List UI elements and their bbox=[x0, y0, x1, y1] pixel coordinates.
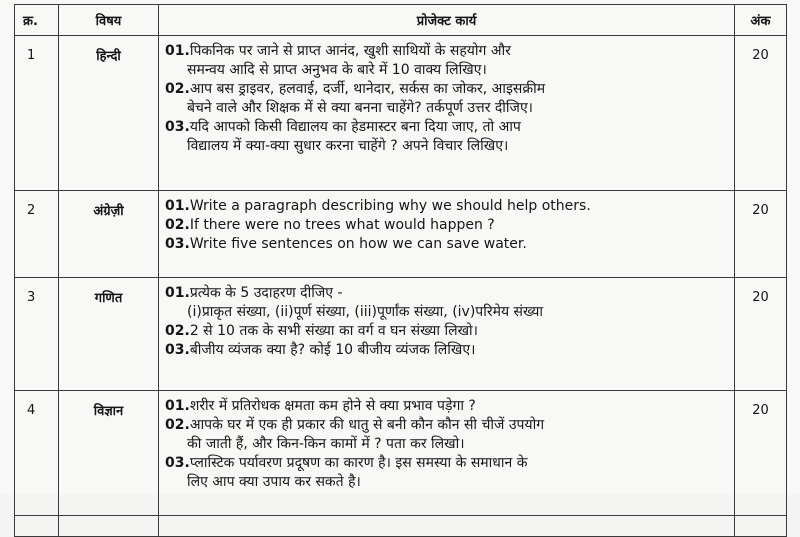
task-text: की जाती हैं, और किन-किन कामों में ? पता कर लिखो। bbox=[187, 436, 465, 452]
row-subject: हिन्दी bbox=[59, 36, 159, 191]
row-project-tasks bbox=[159, 191, 735, 278]
task-text: बेचने वाले और शिक्षक में से क्या बनना चाहेंगे? तर्कपूर्ण उत्तर दीजिए। bbox=[187, 100, 533, 116]
task-text: पिकनिक पर जाने से प्राप्त आनंद, खुशी साथियों के सहयोग और bbox=[189, 43, 511, 59]
task-number: 02. bbox=[165, 417, 190, 433]
task-number: 03. bbox=[165, 455, 190, 471]
project-work-table bbox=[14, 4, 787, 537]
task-text: यदि आपको किसी विद्यालय का हेडमास्टर बना दिया जाए, तो आप bbox=[189, 119, 521, 135]
task-item bbox=[165, 197, 730, 216]
task-text: शरीर में प्रतिरोधक क्षमता कम होने से क्या प्रभाव पड़ेगा ? bbox=[189, 398, 476, 414]
task-item bbox=[165, 284, 730, 322]
task-number: 01. bbox=[165, 43, 190, 59]
table-row bbox=[15, 278, 787, 391]
row-marks: 20 bbox=[735, 278, 787, 391]
task-number: 02. bbox=[165, 217, 190, 233]
task-number: 01. bbox=[165, 398, 190, 414]
task-text: Write five sentences on how we can save water. bbox=[189, 236, 527, 252]
row-project-tasks bbox=[159, 391, 735, 516]
header-project-work: प्रोजेक्ट कार्य bbox=[159, 5, 735, 36]
task-number: 02. bbox=[165, 323, 190, 339]
table-row bbox=[15, 191, 787, 278]
table-row bbox=[15, 36, 787, 191]
table-row bbox=[15, 391, 787, 516]
task-item bbox=[165, 397, 730, 416]
row-marks: 20 bbox=[735, 191, 787, 278]
header-serial-no: क्र. bbox=[15, 5, 59, 36]
task-item bbox=[165, 416, 730, 454]
task-text: आप बस ड्राइवर, हलवाई, दर्जी, थानेदार, सर्कस का जोकर, आइसक्रीम bbox=[189, 81, 546, 97]
row-serial-no: 2 bbox=[15, 191, 59, 278]
row-subject: गणित bbox=[59, 278, 159, 391]
task-item bbox=[165, 322, 730, 341]
row-marks: 20 bbox=[735, 391, 787, 516]
task-text: समन्वय आदि से प्राप्त अनुभव के बारे में 10 वाक्य लिखिए। bbox=[187, 62, 487, 78]
task-item bbox=[165, 216, 730, 235]
task-number: 02. bbox=[165, 81, 190, 97]
table-header-row bbox=[15, 5, 787, 36]
task-number: 03. bbox=[165, 119, 190, 135]
empty-cell bbox=[159, 516, 735, 537]
empty-cell bbox=[59, 516, 159, 537]
task-item bbox=[165, 341, 730, 360]
task-text: आपके घर में एक ही प्रकार की धातु से बनी कौन कौन सी चीजें उपयोग bbox=[189, 417, 545, 433]
row-subject: अंग्रेज़ी bbox=[59, 191, 159, 278]
table-row-partial bbox=[15, 516, 787, 537]
row-project-tasks bbox=[159, 278, 735, 391]
task-text: विद्यालय में क्या-क्या सुधार करना चाहेंगे ? अपने विचार लिखिए। bbox=[187, 138, 509, 154]
task-text: 2 से 10 तक के सभी संख्या का वर्ग व घन संख्या लिखो। bbox=[189, 323, 478, 339]
task-number: 01. bbox=[165, 285, 190, 301]
task-item bbox=[165, 235, 730, 254]
row-marks: 20 bbox=[735, 36, 787, 191]
task-text: (i)प्राकृत संख्या, (ii)पूर्ण संख्या, (iii)पूर्णांक संख्या, (iv)परिमेय संख्या bbox=[187, 304, 543, 320]
task-text: प्रत्येक के 5 उदाहरण दीजिए - bbox=[189, 285, 343, 301]
task-number: 01. bbox=[165, 198, 190, 214]
task-text: Write a paragraph describing why we should help others. bbox=[189, 198, 591, 214]
task-text: If there were no trees what would happen ? bbox=[189, 217, 495, 233]
task-item bbox=[165, 42, 730, 80]
row-serial-no: 3 bbox=[15, 278, 59, 391]
task-text: प्लास्टिक पर्यावरण प्रदूषण का कारण है। इस समस्या के समाधान के bbox=[189, 455, 528, 471]
row-project-tasks bbox=[159, 36, 735, 191]
header-subject: विषय bbox=[59, 5, 159, 36]
task-item bbox=[165, 80, 730, 118]
task-number: 03. bbox=[165, 342, 190, 358]
empty-cell bbox=[15, 516, 59, 537]
task-text: लिए आप क्या उपाय कर सकते है। bbox=[187, 474, 361, 490]
task-item bbox=[165, 118, 730, 156]
empty-cell bbox=[735, 516, 787, 537]
task-item bbox=[165, 454, 730, 492]
task-text: बीजीय व्यंजक क्या है? कोई 10 बीजीय व्यंजक लिखिए। bbox=[189, 342, 476, 358]
row-serial-no: 1 bbox=[15, 36, 59, 191]
row-serial-no: 4 bbox=[15, 391, 59, 516]
task-number: 03. bbox=[165, 236, 190, 252]
header-marks: अंक bbox=[735, 5, 787, 36]
row-subject: विज्ञान bbox=[59, 391, 159, 516]
